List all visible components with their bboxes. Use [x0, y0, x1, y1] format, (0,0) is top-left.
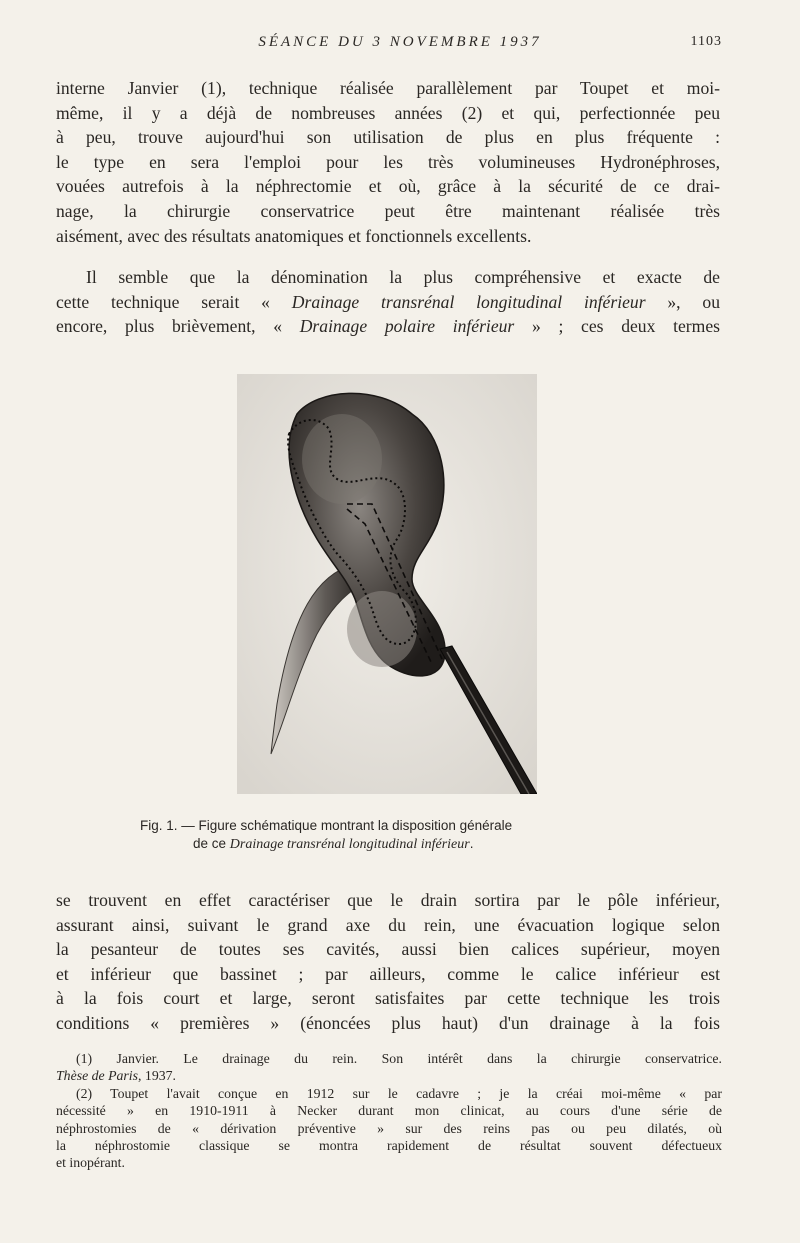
text-line	[56, 265, 720, 290]
footnote-2-line: nécessité » en 1910-1911 à Necker durant mon clinicat, au cours d'une série de	[56, 1103, 722, 1119]
caption-line	[140, 817, 680, 835]
text-line: et inférieur que bassinet ; par ailleurs, comme le calice inférieur est	[56, 963, 720, 984]
text-line: assurant ainsi, suivant le grand axe du rein, une évacuation logique selon	[56, 914, 720, 935]
text-span: », ou	[645, 291, 720, 312]
text-span: cette technique serait «	[56, 291, 292, 312]
text-line: nage, la chirurgie conservatrice peut être maintenant réalisée très	[56, 200, 720, 221]
footnote-2-line: et inopérant.	[56, 1155, 125, 1171]
text-line: interne Janvier (1), technique réalisée parallèlement par Toupet et moi-	[56, 78, 720, 98]
caption-line	[140, 835, 680, 854]
caption-text: — Figure schématique montrant la disposition générale	[177, 818, 513, 833]
caption-text: .	[469, 836, 474, 851]
caption-italic: Drainage transrénal longitudinal inférieur	[229, 837, 470, 852]
footnote-2-line: néphrostomies de « dérivation préventive » sur des reins pas ou peu dilatés, où	[56, 1120, 722, 1136]
paragraph-1	[56, 76, 720, 248]
caption-text: de ce	[193, 836, 230, 851]
footnote-1-cont	[56, 1067, 722, 1084]
kidney-drawing	[237, 374, 537, 794]
paragraph-2	[56, 265, 720, 339]
text-line: à la fois court et large, seront satisfaites par cette technique les trois	[56, 988, 720, 1009]
text-line	[56, 314, 720, 339]
text-line: conditions « premières » (énoncées plus haut) d'un drainage à la fois	[56, 1012, 720, 1033]
text-line: se trouvent en effet caractériser que le drain sortira par le pôle inférieur,	[56, 890, 720, 910]
text-span: Il semble que la dénomination la plus compréhensive et exacte de	[86, 267, 720, 287]
text-line: à peu, trouve aujourd'hui son utilisation de plus en plus fréquente :	[56, 127, 720, 148]
text-line: vouées autrefois à la néphrectomie et où, grâce à la sécurité de ce drai-	[56, 176, 720, 197]
footnotes	[56, 1050, 722, 1172]
text-line: le type en sera l'emploi pour les très volumineuses Hydronéphroses,	[56, 151, 720, 172]
text-line: même, il y a déjà de nombreuses années (2) et qui, perfectionnée peu	[56, 102, 720, 123]
page-number: 1103	[690, 34, 722, 49]
text-span: encore, plus brièvement, «	[56, 316, 300, 337]
italic-term: Drainage transrénal longitudinal inférieur	[291, 291, 646, 312]
paragraph-3	[56, 888, 720, 1036]
text-line	[56, 290, 720, 315]
text-span: , 1937.	[138, 1068, 176, 1084]
figure-caption	[140, 817, 680, 854]
footnote-2-line: la néphrostomie classique se montra rapidement de résultat souvent défectueux	[56, 1138, 722, 1154]
italic-term: Drainage polaire inférieur	[299, 316, 515, 337]
footnote-1: (1) Janvier. Le drainage du rein. Son intérêt dans la chirurgie conservatrice.	[76, 1051, 722, 1066]
text-line: aisément, avec des résultats anatomiques et fonctionnels excellents.	[56, 225, 532, 246]
footnote-2: (2) Toupet l'avait conçue en 1912 sur le cadavre ; je la créai moi-même « par	[76, 1085, 722, 1101]
kidney-drainage-illustration	[237, 374, 537, 794]
figure-label: Fig. 1.	[140, 818, 178, 833]
running-header	[0, 34, 800, 58]
thesis-title: Thèse de Paris	[56, 1068, 139, 1084]
text-span: » ; ces deux termes	[514, 316, 720, 337]
running-title: SÉANCE DU 3 NOVEMBRE 1937	[258, 34, 542, 50]
text-line: la pesanteur de toutes ses cavités, aussi bien calices supérieur, moyen	[56, 939, 720, 960]
